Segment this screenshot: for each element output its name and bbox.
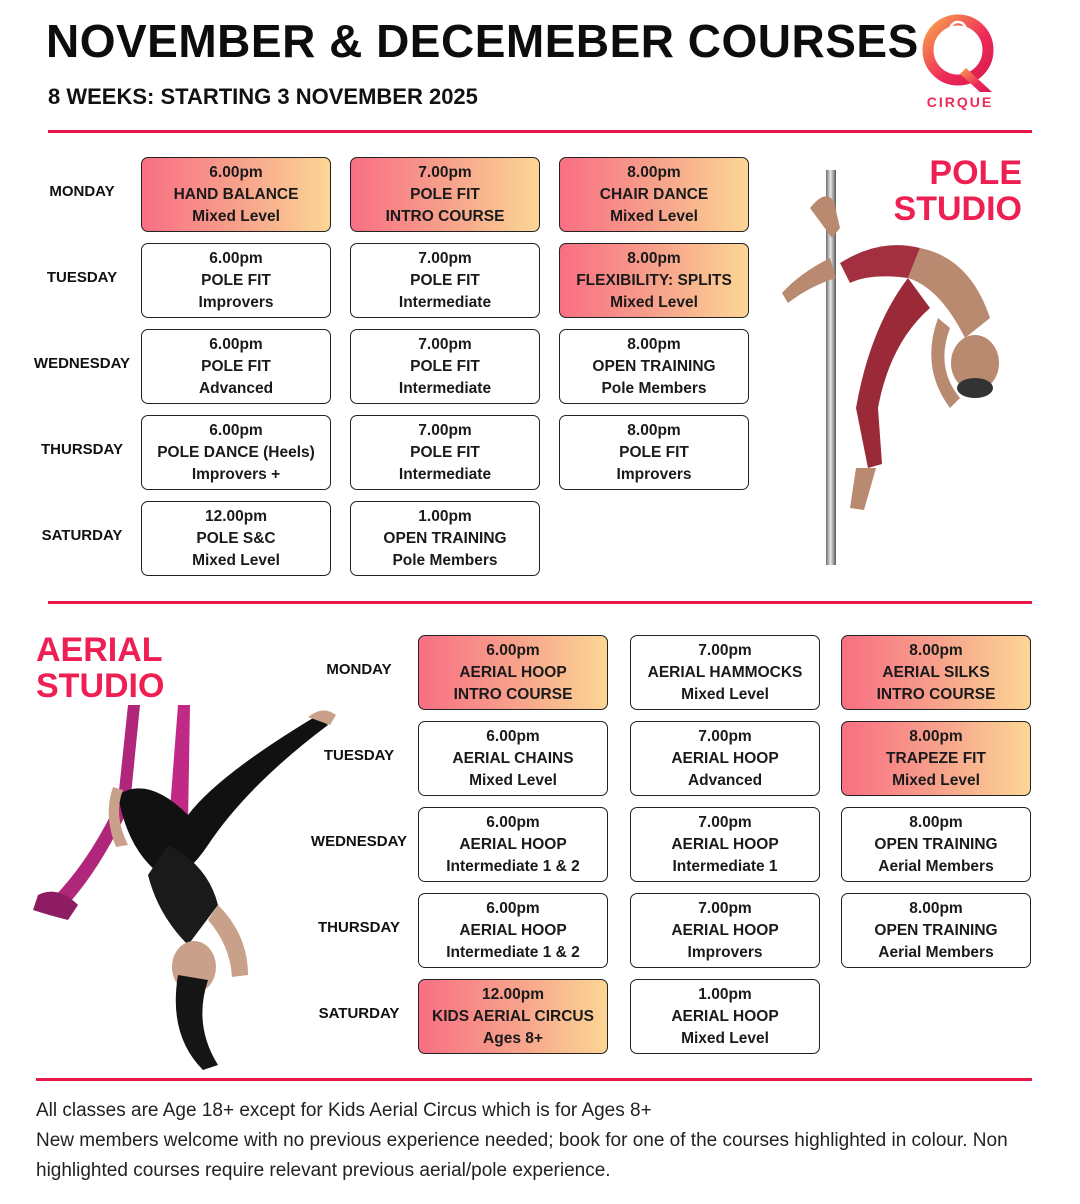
aerial-class-card[interactable] (841, 893, 1031, 968)
pole-day-label: TUESDAY (46, 269, 118, 286)
pole-day-label: WEDNESDAY (33, 355, 131, 372)
class-level: Mixed Level (681, 1029, 769, 1047)
class-time: 7.00pm (698, 641, 752, 659)
pole-class-card[interactable] (350, 157, 540, 232)
class-time: 7.00pm (698, 899, 752, 917)
class-name: OPEN TRAINING (592, 357, 716, 375)
class-level: Mixed Level (610, 207, 698, 225)
aerial-label-line1: AERIAL (36, 631, 163, 669)
pole-class-card[interactable] (350, 243, 540, 318)
class-level: Intermediate 1 & 2 (446, 857, 580, 875)
class-name: OPEN TRAINING (874, 921, 998, 939)
aerial-day-label: MONDAY (326, 661, 392, 678)
class-time: 8.00pm (909, 813, 963, 831)
footer-new-members-note: New members welcome with no previous experience needed; book for one of the courses highlighted in colour. Non highlighted courses require relevant previous aerial/pole experience. (36, 1130, 1008, 1181)
class-level: Mixed Level (892, 771, 980, 789)
class-level: INTRO COURSE (385, 207, 505, 225)
aerial-class-card[interactable] (418, 721, 608, 796)
class-time: 12.00pm (481, 985, 545, 1003)
class-name: AERIAL HOOP (459, 921, 567, 939)
class-time: 6.00pm (486, 641, 540, 659)
class-name: POLE FIT (410, 185, 480, 203)
aerial-artist-illustration (18, 705, 338, 1075)
class-name: POLE DANCE (Heels) (157, 443, 315, 461)
footer-notes (36, 1096, 1036, 1186)
pole-dancer-illustration (770, 168, 1060, 568)
pole-class-card[interactable] (350, 415, 540, 490)
class-time: 8.00pm (909, 899, 963, 917)
class-time: 6.00pm (209, 249, 263, 267)
class-time: 6.00pm (209, 421, 263, 439)
class-time: 8.00pm (627, 163, 681, 181)
aerial-class-card[interactable] (418, 635, 608, 710)
class-name: POLE FIT (410, 357, 480, 375)
class-level: Mixed Level (192, 551, 280, 569)
class-level: Intermediate (398, 465, 492, 483)
class-level: Advanced (198, 379, 274, 397)
pole-class-card[interactable] (350, 329, 540, 404)
pole-day-label: SATURDAY (41, 527, 123, 544)
aerial-class-card[interactable] (630, 807, 820, 882)
aerial-class-card[interactable] (418, 979, 608, 1054)
class-name: POLE S&C (196, 529, 276, 547)
aerial-day-label: WEDNESDAY (310, 833, 408, 850)
class-name: AERIAL CHAINS (452, 749, 574, 767)
pole-class-card[interactable] (559, 329, 749, 404)
class-level: Intermediate (398, 379, 492, 397)
class-name: AERIAL SILKS (882, 663, 990, 681)
class-name: POLE FIT (410, 271, 480, 289)
pole-class-card[interactable] (141, 501, 331, 576)
class-level: Intermediate 1 (672, 857, 778, 875)
class-time: 8.00pm (627, 421, 681, 439)
aerial-day-label: THURSDAY (318, 919, 400, 936)
aerial-studio-label (36, 632, 236, 704)
class-level: Mixed Level (681, 685, 769, 703)
aerial-day-label: TUESDAY (323, 747, 395, 764)
class-name: AERIAL HAMMOCKS (647, 663, 803, 681)
class-level: Improvers + (191, 465, 281, 483)
pole-day-label: MONDAY (49, 183, 115, 200)
aerial-class-card[interactable] (630, 979, 820, 1054)
class-level: INTRO COURSE (876, 685, 996, 703)
class-name: HAND BALANCE (173, 185, 299, 203)
class-name: AERIAL HOOP (671, 749, 779, 767)
pole-class-card[interactable] (141, 243, 331, 318)
class-level: Improvers (687, 943, 763, 961)
class-level: Intermediate 1 & 2 (446, 943, 580, 961)
class-level: Aerial Members (878, 943, 994, 961)
class-level: Ages 8+ (483, 1029, 543, 1047)
aerial-class-card[interactable] (630, 635, 820, 710)
class-name: POLE FIT (619, 443, 689, 461)
pole-day-label: THURSDAY (41, 441, 123, 458)
aerial-class-card[interactable] (418, 807, 608, 882)
pole-label-line2: STUDIO (893, 190, 1022, 228)
class-time: 8.00pm (909, 727, 963, 745)
class-time: 8.00pm (627, 249, 681, 267)
aerial-class-card[interactable] (418, 893, 608, 968)
class-name: KIDS AERIAL CIRCUS (432, 1007, 594, 1025)
class-level: INTRO COURSE (453, 685, 573, 703)
class-name: AERIAL HOOP (671, 921, 779, 939)
cirque-logo (918, 8, 1002, 112)
class-name: TRAPEZE FIT (886, 749, 986, 767)
class-name: AERIAL HOOP (671, 1007, 779, 1025)
page-title: NOVEMBER & DECEMEBER COURSES (46, 15, 919, 67)
class-level: Aerial Members (878, 857, 994, 875)
class-time: 8.00pm (909, 641, 963, 659)
class-level: Mixed Level (192, 207, 280, 225)
class-level: Pole Members (601, 379, 707, 397)
aerial-class-card[interactable] (841, 807, 1031, 882)
class-time: 1.00pm (698, 985, 752, 1003)
logo-wordmark: CIRQUE (926, 94, 994, 110)
class-name: AERIAL HOOP (671, 835, 779, 853)
class-time: 7.00pm (418, 421, 472, 439)
class-time: 6.00pm (209, 163, 263, 181)
pole-label-line1: POLE (929, 154, 1022, 192)
class-time: 7.00pm (418, 163, 472, 181)
class-time: 12.00pm (204, 507, 268, 525)
divider-bottom (36, 1078, 1032, 1081)
aerial-class-card[interactable] (841, 635, 1031, 710)
class-name: OPEN TRAINING (383, 529, 507, 547)
class-level: Improvers (616, 465, 692, 483)
class-time: 6.00pm (486, 899, 540, 917)
class-time: 6.00pm (486, 727, 540, 745)
pole-class-card[interactable] (141, 415, 331, 490)
aerial-class-card[interactable] (630, 893, 820, 968)
class-time: 7.00pm (698, 727, 752, 745)
divider-top (48, 130, 1032, 133)
aerial-class-card[interactable] (841, 721, 1031, 796)
class-time: 7.00pm (418, 335, 472, 353)
class-time: 6.00pm (209, 335, 263, 353)
pole-class-card[interactable] (559, 243, 749, 318)
class-level: Mixed Level (610, 293, 698, 311)
aerial-label-line2: STUDIO (36, 667, 165, 705)
class-level: Advanced (687, 771, 763, 789)
aerial-class-card[interactable] (630, 721, 820, 796)
divider-middle (48, 601, 1032, 604)
class-time: 1.00pm (418, 507, 472, 525)
class-name: AERIAL HOOP (459, 835, 567, 853)
class-time: 8.00pm (627, 335, 681, 353)
aerial-day-label: SATURDAY (318, 1005, 400, 1022)
class-time: 7.00pm (698, 813, 752, 831)
footer-age-note: All classes are Age 18+ except for Kids Aerial Circus which is for Ages 8+ (36, 1100, 652, 1121)
class-name: POLE FIT (201, 357, 271, 375)
page-subtitle: 8 WEEKS: STARTING 3 NOVEMBER 2025 (48, 84, 478, 109)
pole-class-card[interactable] (141, 157, 331, 232)
class-name: CHAIR DANCE (599, 185, 709, 203)
pole-class-card[interactable] (559, 415, 749, 490)
class-time: 7.00pm (418, 249, 472, 267)
cirque-logo-icon (918, 8, 1002, 96)
pole-class-card[interactable] (350, 501, 540, 576)
class-level: Mixed Level (469, 771, 557, 789)
class-level: Intermediate (398, 293, 492, 311)
pole-class-card[interactable] (559, 157, 749, 232)
class-name: FLEXIBILITY: SPLITS (576, 271, 732, 289)
class-time: 6.00pm (486, 813, 540, 831)
class-level: Improvers (198, 293, 274, 311)
class-name: AERIAL HOOP (459, 663, 567, 681)
class-name: POLE FIT (410, 443, 480, 461)
class-name: OPEN TRAINING (874, 835, 998, 853)
class-name: POLE FIT (201, 271, 271, 289)
class-level: Pole Members (392, 551, 498, 569)
pole-class-card[interactable] (141, 329, 331, 404)
